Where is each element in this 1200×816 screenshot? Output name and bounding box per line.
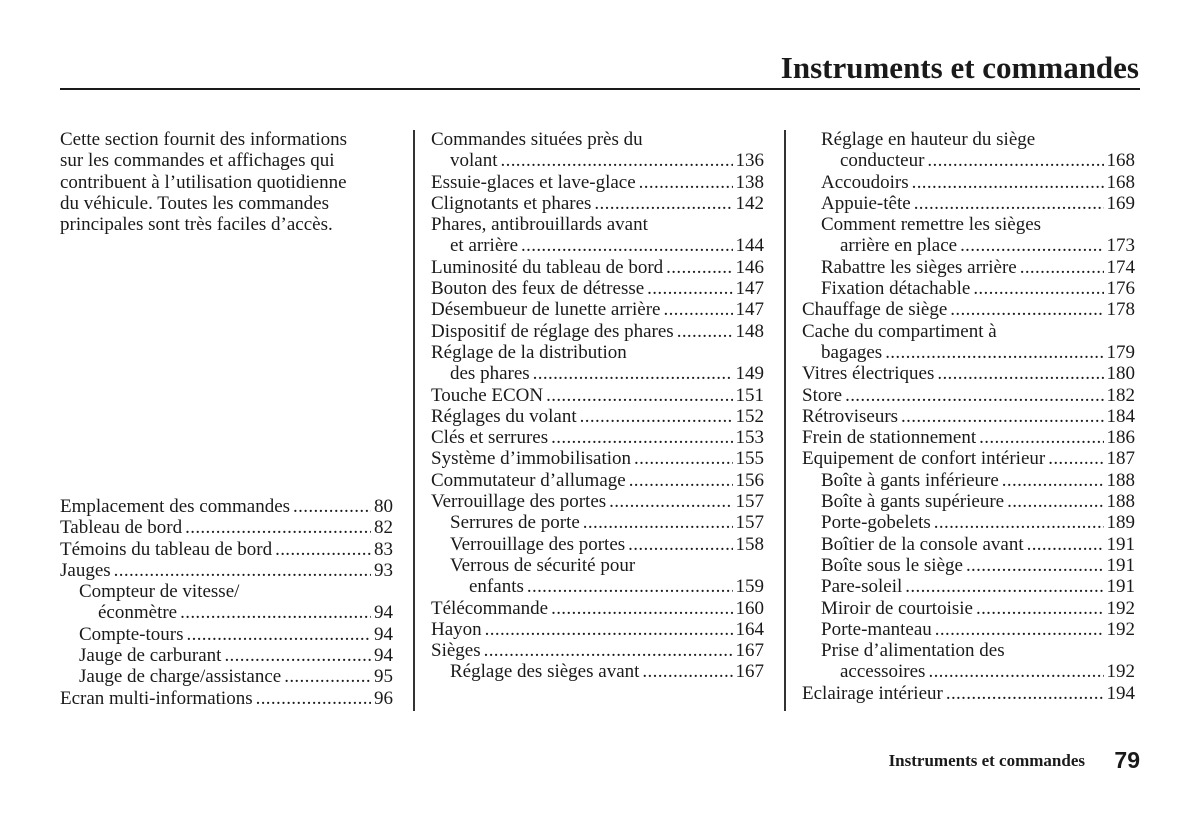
toc-page-number: 188 [1106,491,1135,513]
toc-page-number: 194 [1106,682,1135,704]
toc-page-number: 186 [1106,427,1135,449]
dot-leader [185,517,371,538]
dot-leader [533,363,733,384]
dot-leader [950,299,1103,320]
toc-entry [802,363,1135,384]
toc-entry-title-line: Verrous de sécurité pour [450,554,636,576]
dot-leader [663,299,732,320]
toc-entry-title-line: Prise d’alimentation des [821,640,1005,662]
toc-entry [60,517,393,538]
toc-entry-title: enfants [469,576,524,598]
toc-entry-title: Clignotants et phares [431,192,592,214]
toc-page-number: 147 [735,299,764,321]
toc-page-number: 188 [1106,469,1135,491]
toc-entry-title: et arrière [450,235,519,257]
page-title: Instruments et commandes [780,50,1139,85]
toc-page-number: 94 [374,623,393,645]
dot-leader [187,624,372,645]
toc-entry-title: Emplacement des commandes [60,496,291,517]
intro-line: sur les commandes et affichages qui [60,150,335,172]
toc-entry-title: Fixation détachable [821,278,971,300]
toc-entry-title: Jauge de carburant [79,645,222,667]
toc-entry-title: conducteur [840,150,925,172]
toc-entry [802,512,1135,533]
toc-entry-title: Vitres électriques [802,363,935,385]
toc-entry-title: des phares [450,363,530,385]
toc-page-number: 182 [1106,384,1135,406]
toc-entry [802,172,1135,193]
toc-entry-title: Miroir de courtoisie [821,597,973,619]
toc-page-number: 164 [735,618,764,640]
dot-leader [521,235,732,256]
toc-entry [431,470,764,491]
toc-entry-title: Système d’immobilisation [431,448,632,470]
toc-page-number: 136 [735,150,764,172]
dot-leader [666,257,732,278]
toc-entry-title: accessoires [840,661,926,683]
toc-page-number: 191 [1106,554,1135,576]
toc-entry-title: Pare-soleil [821,576,903,598]
toc-page-number: 173 [1106,235,1135,257]
toc-page-number: 80 [374,496,393,517]
toc-page-number: 160 [735,597,764,619]
toc-entry-title: Bouton des feux de détresse [431,278,645,300]
toc-entry [431,619,764,640]
page-number: 79 [1114,747,1140,773]
toc-entry-title-line: Réglage de la distribution [431,341,627,363]
toc-entry-title: Commutateur d’allumage [431,469,626,491]
toc-entry [431,257,764,278]
header-rule [60,88,1140,90]
dot-leader [629,470,733,491]
toc-page-number: 153 [735,427,764,449]
toc-entry [431,598,764,619]
toc-page-number: 174 [1106,256,1135,278]
intro-line: contribuent à l’utilisation quotidienne [60,171,347,193]
toc-page-number: 148 [735,320,764,342]
toc-entry-title-line: Phares, antibrouillards avant [431,214,648,236]
toc-entry [431,427,764,448]
toc-entry-title: Essuie-glaces et lave-glace [431,171,636,193]
toc-page-number: 146 [735,256,764,278]
toc-entry-title: Réglage des sièges avant [450,661,640,683]
toc-page-number: 187 [1106,448,1135,470]
intro-paragraph [60,129,390,235]
toc-entry-title: Verrouillage des portes [450,533,626,555]
dot-leader [224,645,371,666]
toc-page-number: 96 [374,687,393,709]
toc-entry [431,406,764,427]
toc-entry-title: Boîte sous le siège [821,554,963,576]
toc-entry [802,491,1135,512]
toc-page-number: 167 [735,640,764,662]
toc-page-number: 158 [735,533,764,555]
toc-page-number: 169 [1106,192,1135,214]
toc-entry-title-line: Cache du compartiment à [802,320,997,342]
toc-entry [802,406,1135,427]
toc-entry [431,640,764,661]
dot-leader [935,619,1104,640]
toc-entry [431,448,764,469]
dot-leader [937,363,1103,384]
dot-leader [501,150,733,171]
dot-leader [905,576,1103,597]
toc-entry-title: Chauffage de siège [802,299,948,321]
dot-leader [934,512,1104,533]
dot-leader [647,278,732,299]
dot-leader [912,172,1104,193]
toc-entry [802,129,1135,172]
column-divider [784,130,786,711]
toc-entry [802,257,1135,278]
toc-entry-title: Ecran multi-informations [60,687,253,709]
toc-entry [60,666,393,687]
toc-column-1 [60,496,393,709]
column-divider [413,130,415,711]
toc-entry [802,555,1135,576]
toc-entry [431,342,764,385]
toc-page-number: 176 [1106,278,1135,300]
toc-entry-title: Réglages du volant [431,405,577,427]
toc-entry-title: Serrures de porte [450,512,580,534]
toc-entry [802,576,1135,597]
dot-leader [609,491,732,512]
toc-page-number: 179 [1106,341,1135,363]
toc-entry [802,640,1135,683]
dot-leader [628,534,732,555]
toc-page-number: 94 [374,602,393,624]
dot-leader [979,427,1103,448]
toc-page-number: 82 [374,517,393,539]
dot-leader [1020,257,1104,278]
toc-entry-title: Eclairage intérieur [802,682,943,704]
toc-entry [60,539,393,560]
toc-page-number: 142 [735,192,764,214]
toc-entry [802,619,1135,640]
toc-entry [431,534,764,555]
toc-entry-title: Compte-tours [79,623,184,645]
dot-leader [275,539,371,560]
toc-entry-title: Luminosité du tableau de bord [431,256,664,278]
toc-page-number: 138 [735,171,764,193]
dot-leader [485,619,733,640]
toc-entry-title: Tableau de bord [60,517,183,539]
toc-entry-title: Sièges [431,640,481,662]
toc-entry [431,661,764,682]
toc-page-number: 167 [735,661,764,683]
toc-page-number: 157 [735,491,764,513]
toc-entry [802,683,1135,704]
toc-entry [431,321,764,342]
toc-entry-title: Boîte à gants supérieure [821,491,1005,513]
toc-entry [802,299,1135,320]
toc-entry [802,278,1135,299]
dot-leader [1048,448,1103,469]
toc-page-number: 168 [1106,150,1135,172]
dot-leader [293,496,371,517]
toc-entry-title: Store [802,384,843,406]
toc-page-number: 191 [1106,576,1135,598]
toc-entry-title: volant [450,150,498,172]
toc-entry [802,534,1135,555]
dot-leader [114,560,371,581]
toc-entry [802,214,1135,257]
dot-leader [580,406,733,427]
toc-entry-title: arrière en place [840,235,958,257]
toc-entry [431,278,764,299]
toc-entry-title: Frein de stationnement [802,427,977,449]
dot-leader [976,598,1104,619]
dot-leader [527,576,733,597]
toc-page-number: 151 [735,384,764,406]
toc-page-number: 178 [1106,299,1135,321]
toc-entry-title: éconmètre [98,602,178,624]
toc-entry [802,193,1135,214]
dot-leader [551,427,732,448]
toc-page-number: 155 [735,448,764,470]
toc-entry [802,598,1135,619]
toc-page-number: 156 [735,469,764,491]
toc-entry-title: Porte-gobelets [821,512,931,534]
toc-entry-title: Boîtier de la console avant [821,533,1024,555]
toc-page-number: 191 [1106,533,1135,555]
toc-page-number: 147 [735,278,764,300]
toc-entry-title: Jauges [60,559,111,581]
toc-column-3 [802,129,1135,704]
dot-leader [1002,470,1104,491]
toc-page-number: 144 [735,235,764,257]
toc-entry-title-line: Réglage en hauteur du siège [821,129,1036,150]
toc-entry [802,321,1135,364]
toc-entry [802,385,1135,406]
toc-page-number: 83 [374,538,393,560]
toc-entry-title: Télécommande [431,597,549,619]
toc-entry [802,448,1135,469]
toc-page-number: 192 [1106,597,1135,619]
dot-leader [928,661,1103,682]
dot-leader [973,278,1103,299]
dot-leader [594,193,732,214]
dot-leader [634,448,732,469]
toc-entry [431,491,764,512]
toc-page-number: 168 [1106,171,1135,193]
toc-entry [431,129,764,172]
toc-entry-title: Hayon [431,618,482,640]
dot-leader [284,666,371,687]
toc-entry [431,385,764,406]
toc-entry-title: Touche ECON [431,384,544,406]
toc-entry [60,645,393,666]
intro-line: Cette section fournit des informations [60,129,348,150]
dot-leader [914,193,1104,214]
toc-entry [431,555,764,598]
toc-column-2 [431,129,764,683]
toc-entry-title: Rétroviseurs [802,405,899,427]
toc-entry-title: Témoins du tableau de bord [60,538,273,560]
toc-page-number: 95 [374,666,393,688]
dot-leader [639,172,733,193]
dot-leader [180,602,371,623]
toc-entry [431,299,764,320]
toc-entry-title: Désembueur de lunette arrière [431,299,661,321]
toc-page-number: 94 [374,645,393,667]
toc-page-number: 192 [1106,618,1135,640]
dot-leader [642,661,732,682]
toc-entry-title: Clés et serrures [431,427,549,449]
dot-leader [927,150,1103,171]
dot-leader [946,683,1104,704]
toc-page-number: 159 [735,576,764,598]
toc-entry [431,193,764,214]
dot-leader [885,342,1103,363]
toc-entry-title: Dispositif de réglage des phares [431,320,674,342]
toc-entry [431,512,764,533]
toc-entry-title: Accoudoirs [821,171,909,193]
toc-entry [60,581,393,624]
toc-entry-title: Porte-manteau [821,618,932,640]
toc-entry-title: bagages [821,341,883,363]
toc-page-number: 152 [735,405,764,427]
toc-entry [60,688,393,709]
toc-entry [60,624,393,645]
toc-page-number: 157 [735,512,764,534]
toc-entry-title: Equipement de confort intérieur [802,448,1046,470]
toc-page-number: 189 [1106,512,1135,534]
toc-entry-title: Appuie-tête [821,192,911,214]
dot-leader [1007,491,1103,512]
dot-leader [484,640,733,661]
toc-entry [802,470,1135,491]
dot-leader [256,688,371,709]
toc-page-number: 184 [1106,405,1135,427]
intro-line: principales sont très faciles d’accès. [60,214,333,236]
toc-entry-title-line: Compteur de vitesse/ [79,581,240,603]
toc-entry-title-line: Comment remettre les sièges [821,214,1042,236]
toc-entry-title-line: Commandes situées près du [431,129,643,150]
toc-entry [60,560,393,581]
dot-leader [677,321,733,342]
dot-leader [551,598,732,619]
toc-page-number: 149 [735,363,764,385]
toc-entry-title: Rabattre les sièges arrière [821,256,1017,278]
dot-leader [966,555,1104,576]
dot-leader [960,235,1103,256]
intro-line: du véhicule. Toutes les commandes [60,192,330,214]
dot-leader [546,385,732,406]
toc-entry-title: Jauge de charge/assistance [79,666,282,688]
toc-entry-title: Verrouillage des portes [431,491,607,513]
toc-entry-title: Boîte à gants inférieure [821,469,999,491]
toc-page-number: 180 [1106,363,1135,385]
toc-entry [802,427,1135,448]
footer-section-title: Instruments et commandes [888,751,1085,770]
toc-page-number: 192 [1106,661,1135,683]
dot-leader [845,385,1103,406]
dot-leader [901,406,1103,427]
dot-leader [1027,534,1104,555]
dot-leader [583,512,733,533]
toc-entry [60,496,393,517]
toc-entry [431,172,764,193]
toc-page-number: 93 [374,559,393,581]
toc-entry [431,214,764,257]
